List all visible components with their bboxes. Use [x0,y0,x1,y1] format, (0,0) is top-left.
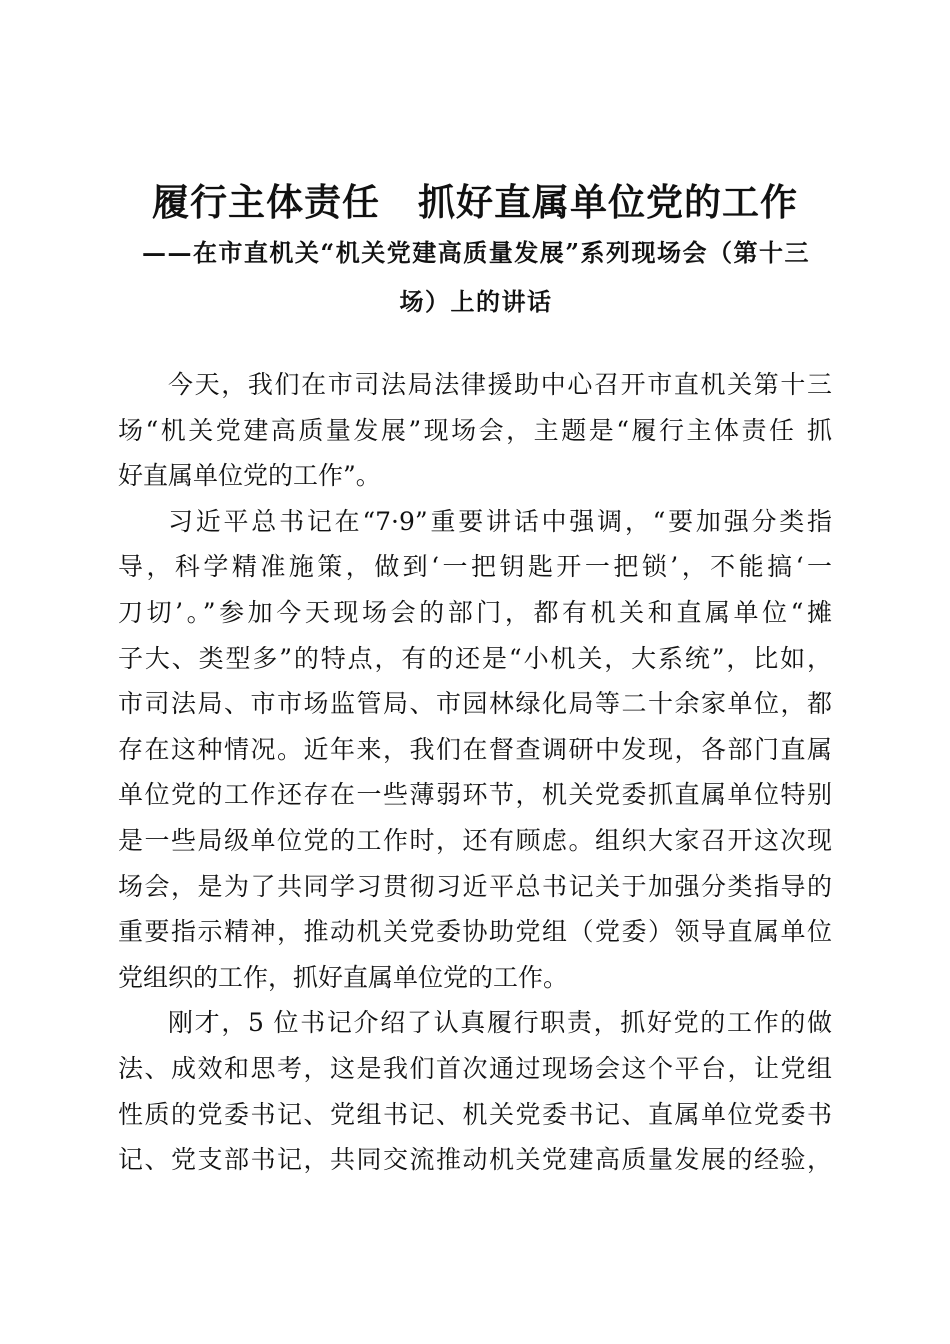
subtitle-line: ——在市直机关“机关党建高质量发展”系列现场会（第十三 [141,238,811,267]
text-line: 导，科学精准施策，做到‘一把钥匙开一把锁’，不能搞‘一 [118,552,832,582]
text-line: 刀切’。”参加今天现场会的部门，都有机关和直属单位“摊 [118,597,832,627]
paragraph [118,362,832,499]
text-line: 记、党支部书记，共同交流推动机关党建高质量发展的经验， [118,1145,832,1175]
document-body [118,362,832,1183]
text-line: 刚才，5 位书记介绍了认真履行职责，抓好党的工作的做 [168,1008,832,1038]
text-line: 是一些局级单位党的工作时，还有顾虑。组织大家召开这次现 [118,825,832,855]
text-line: 单位党的工作还存在一些薄弱环节，机关党委抓直属单位特别 [118,780,832,810]
paragraph [118,1000,832,1182]
paragraph [118,499,832,1001]
text-line: 性质的党委书记、党组书记、机关党委书记、直属单位党委书 [118,1099,832,1129]
document-subtitle [128,228,824,326]
text-line: 场“机关党建高质量发展”现场会，主题是“履行主体责任 抓 [118,415,832,445]
text-line: 今天，我们在市司法局法律援助中心召开市直机关第十三 [168,370,832,399]
text-line: 党组织的工作，抓好直属单位党的工作。 [118,962,569,992]
document-title: 履行主体责任 抓好直属单位党的工作 [152,180,798,224]
text-line: 存在这种情况。近年来，我们在督查调研中发现，各部门直属 [118,734,832,764]
text-line: 好直属单位党的工作”。 [118,461,381,491]
text-line: 场会，是为了共同学习贯彻习近平总书记关于加强分类指导的 [118,871,832,901]
text-line: 子大、类型多”的特点，有的还是“小机关，大系统”，比如， [118,643,832,673]
text-line: 习近平总书记在“7·9”重要讲话中强调，“要加强分类指 [168,506,832,536]
text-line: 法、成效和思考，这是我们首次通过现场会这个平台，让党组 [118,1053,832,1083]
text-line: 重要指示精神，推动机关党委协助党组（党委）领导直属单位 [118,917,832,947]
subtitle-line: 场）上的讲话 [399,287,553,316]
text-line: 市司法局、市市场监管局、市园林绿化局等二十余家单位，都 [118,689,832,719]
